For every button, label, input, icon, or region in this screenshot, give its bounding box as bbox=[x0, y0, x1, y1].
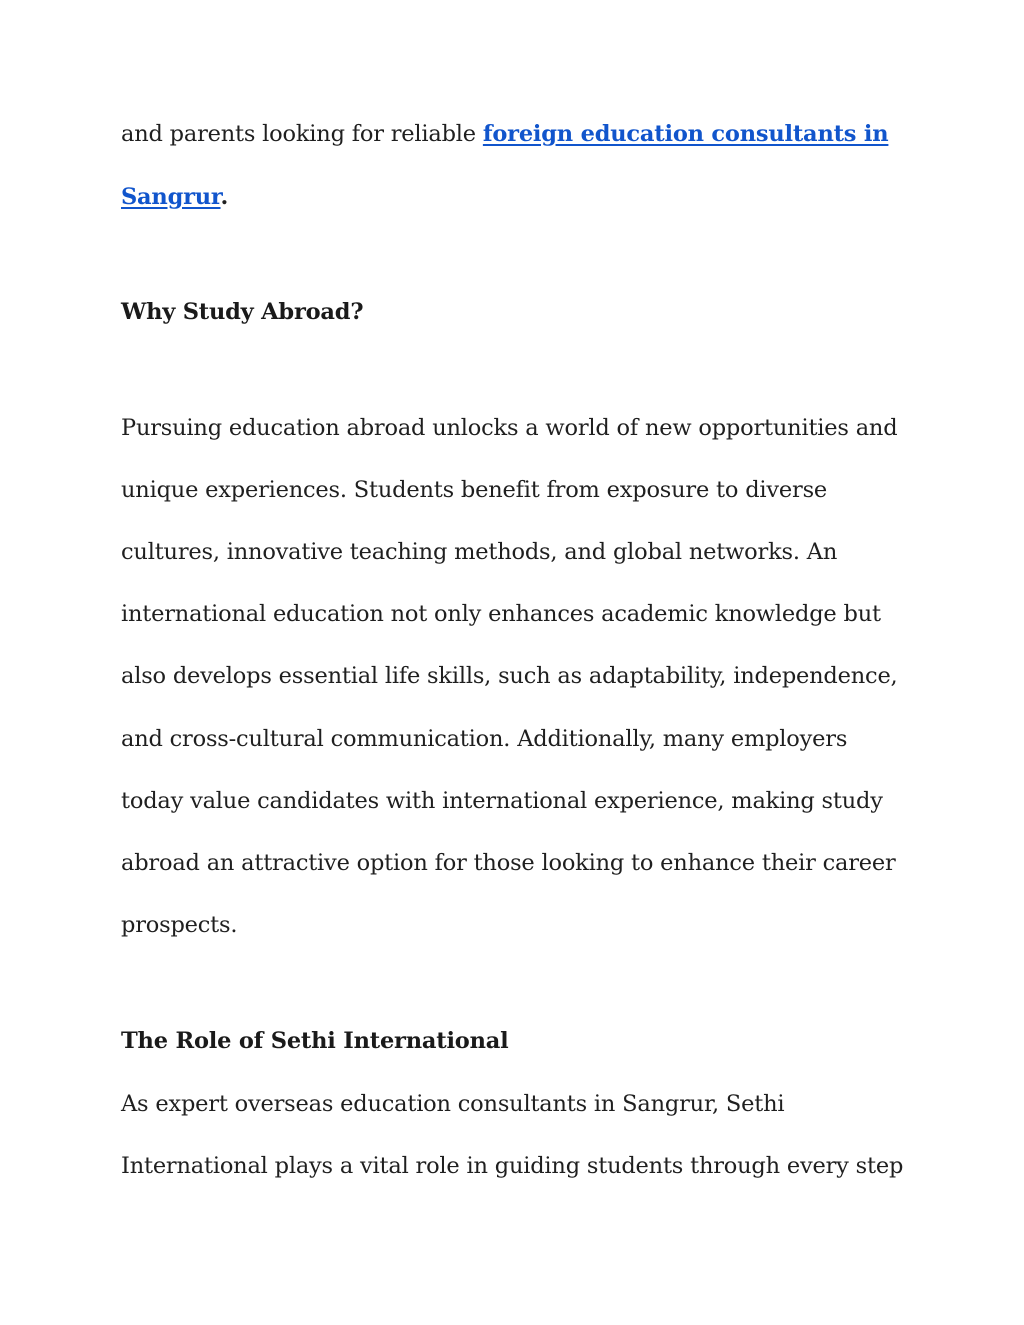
paragraph-line: Pursuing education abroad unlocks a world of new opportunities and bbox=[121, 415, 898, 441]
paragraph-line: As expert overseas education consultants in Sangrur, Sethi bbox=[121, 1091, 785, 1117]
section-heading-why-study-abroad: Why Study Abroad? bbox=[121, 299, 364, 325]
consultants-link[interactable]: foreign education consultants in bbox=[482, 121, 889, 147]
paragraph-line: and cross-cultural communication. Additionally, many employers bbox=[121, 726, 848, 752]
section-heading-role-of-sethi: The Role of Sethi International bbox=[121, 1028, 509, 1054]
paragraph-line: abroad an attractive option for those looking to enhance their career bbox=[121, 850, 896, 876]
intro-text: and parents looking for reliable bbox=[121, 121, 483, 147]
paragraph-line: cultures, innovative teaching methods, and global networks. An bbox=[121, 539, 838, 565]
intro-period: . bbox=[220, 184, 229, 210]
paragraph-line: today value candidates with international experience, making study bbox=[121, 788, 883, 814]
intro-line-1 bbox=[121, 119, 888, 149]
paragraph-line: International plays a vital role in guiding students through every step bbox=[121, 1153, 904, 1179]
sangrur-link[interactable]: Sangrur bbox=[121, 184, 221, 210]
paragraph-line: prospects. bbox=[121, 912, 238, 938]
paragraph-line: also develops essential life skills, such as adaptability, independence, bbox=[121, 663, 898, 689]
paragraph-line: international education not only enhances academic knowledge but bbox=[121, 601, 881, 627]
paragraph-line: unique experiences. Students benefit from exposure to diverse bbox=[121, 477, 828, 503]
intro-line-2 bbox=[121, 182, 228, 212]
